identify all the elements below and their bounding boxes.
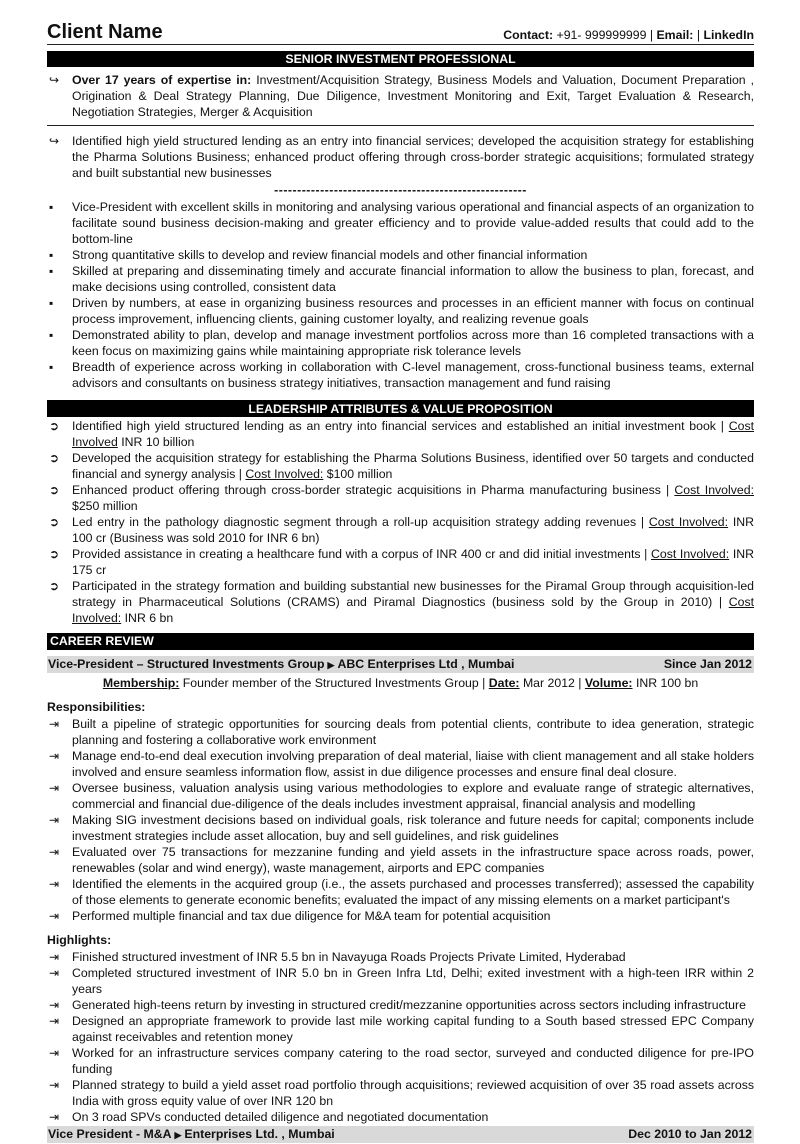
arrow-bar-icon: ⇥: [49, 813, 60, 827]
highlight-item: [47, 1109, 754, 1125]
responsibility-item-text: Identified the elements in the acquired group (i.e., the assets purchased and processes transferred); assessed the capability of those elements to generate economic benefits; evaluated the impact of any missing elements on a market participant's: [72, 877, 754, 907]
highlight-item: [47, 1077, 754, 1109]
responsibility-item: [47, 716, 754, 748]
responsibility-item-text: Evaluated over 75 transactions for mezzanine funding and yield assets in the infrastructure space across roads, power, renewables (solar and wind energy), waste management, airports and EPC companies: [72, 845, 754, 875]
responsibilities-heading: Responsibilities:: [47, 700, 146, 714]
leadership-heading: LEADERSHIP ATTRIBUTES & VALUE PROPOSITION: [47, 400, 754, 417]
arrow-bar-icon: ⇥: [49, 966, 60, 980]
expertise-lead: Over 17 years of expertise in:: [72, 73, 252, 87]
summary-point-text: Breadth of experience across working in collaboration with C-level management, cross-functional business teams, external advisors and consultants on business strategy initiatives, transaction management and fund raising: [72, 360, 754, 390]
expertise-text: Investment/Acquisition Strategy, Business Models and Valuation, Document Preparation , Origination & Deal Strategy Planning, Due Diligence, Investment Monitoring and Exit, Target Evaluation & Research, Negotiation Strategies, Merger & Acquisition: [72, 73, 755, 119]
summary-points: [47, 199, 754, 391]
summary-point: [47, 263, 754, 295]
highlight-item: [47, 1013, 754, 1045]
arrow-bar-icon: ⇥: [49, 1110, 60, 1124]
highlight-item-text: Designed an appropriate framework to provide last mile working capital funding to a South based stressed EPC Company against receivables and retention money: [72, 1014, 754, 1044]
circled-arrow-icon: ➲: [49, 579, 60, 593]
highlights-heading: Highlights:: [47, 933, 112, 947]
arrow-bar-icon: ⇥: [49, 877, 60, 891]
responsibility-item: [47, 908, 754, 924]
square-bullet-icon: ▪: [49, 296, 54, 310]
highlights-list: [47, 949, 754, 1125]
highlight-list: [47, 133, 754, 181]
arrow-bar-icon: ⇥: [49, 1014, 60, 1028]
summary-point: [47, 295, 754, 327]
email-label: Email:: [656, 28, 694, 42]
client-name: Client Name: [47, 21, 163, 43]
job2-company: Enterprises Ltd. , Mumbai: [184, 1127, 335, 1141]
cost-value: $250 million: [72, 499, 138, 513]
leadership-item-text: Participated in the strategy formation and building substantial new businesses for the Piramal Group through acquisition-led strategy in Pharmaceutical Solutions (CRAMS) and Piramal Diagnostics (business sold by the Group in 2010) |: [72, 579, 754, 609]
linkedin-link[interactable]: LinkedIn: [703, 28, 754, 42]
leadership-list: [47, 418, 754, 626]
membership-label: Membership:: [102, 676, 180, 690]
arrow-bar-icon: ⇥: [49, 1046, 60, 1060]
job1-title-bar: [47, 656, 754, 673]
career-heading: CAREER REVIEW: [47, 633, 754, 650]
cost-value: INR 6 bn: [124, 611, 174, 625]
circled-arrow-icon: ➲: [49, 515, 60, 529]
job1-role: Vice-President – Structured Investments Group: [48, 657, 325, 671]
highlight-text: Identified high yield structured lending as an entry into financial services; developed the acquisition strategy for establishing the Pharma Solutions Business; enhanced product offering through cross-border strategic acquisitions; formulated strategy and built substantial new businesses: [72, 134, 754, 180]
summary-point: [47, 327, 754, 359]
cost-value: INR 175 cr: [72, 547, 754, 577]
date-label: Date:: [488, 676, 520, 690]
expertise-list: [47, 72, 754, 120]
leadership-item-text: Provided assistance in creating a healthcare fund with a corpus of INR 400 cr and did initial investments |: [72, 547, 648, 561]
highlight-item-text: Generated high-teens return by investing in structured credit/mezzanine opportunities across sectors including infrastructure: [72, 998, 746, 1012]
leadership-item: [47, 450, 754, 482]
volume-value: INR 100 bn: [635, 676, 699, 690]
highlight-item-text: Completed structured investment of INR 5.0 bn in Green Infra Ltd, Delhi; exited investment with a high-teen IRR within 2 years: [72, 966, 754, 996]
square-bullet-icon: ▪: [49, 200, 54, 214]
job2-period: Dec 2010 to Jan 2012: [628, 1127, 752, 1141]
responsibility-item: [47, 748, 754, 780]
dashed-separator: -------------------------------------------------------: [274, 183, 527, 197]
job2-role: Vice President - M&A: [48, 1127, 172, 1141]
responsibility-item-text: Performed multiple financial and tax due diligence for M&A team for potential acquisition: [72, 909, 551, 923]
contact-separator: |: [649, 28, 654, 42]
job1-company: ABC Enterprises Ltd , Mumbai: [337, 657, 515, 671]
contact-separator: |: [696, 28, 701, 42]
summary-point-text: Driven by numbers, at ease in organizing business resources and processes in an efficient manner with focus on continual process improvement, influencing clients, gaining customer loyalty, and realizing revenue goals: [72, 296, 754, 326]
summary-rule: [47, 125, 754, 126]
resume-header: [47, 0, 754, 44]
membership-text: Founder member of the Structured Investments Group |: [182, 676, 486, 690]
leadership-item-text: Led entry in the pathology diagnostic segment through a roll-up acquisition strategy adding revenues |: [72, 515, 645, 529]
responsibilities-list: [47, 716, 754, 924]
circled-arrow-icon: ➲: [49, 547, 60, 561]
highlight-item: [47, 997, 754, 1013]
cost-label: Cost Involved:: [648, 515, 729, 529]
responsibility-item-text: Built a pipeline of strategic opportunities for sourcing deals from potential clients, contribute to idea generation, strategic planning and fostering a collaborative work environment: [72, 717, 754, 747]
cost-label: Cost Involved:: [674, 483, 754, 497]
arrow-bar-icon: ⇥: [49, 909, 60, 923]
leadership-item-text: Identified high yield structured lending as an entry into financial services and established an initial investment book |: [72, 419, 724, 433]
leadership-item-text: Enhanced product offering through cross-border strategic acquisitions in Pharma manufacturing business |: [72, 483, 670, 497]
responsibility-item: [47, 844, 754, 876]
highlight-item: [47, 1045, 754, 1077]
cost-label: Cost Involved:: [651, 547, 730, 561]
leadership-item: [47, 482, 754, 514]
highlight-item: [47, 965, 754, 997]
summary-heading: SENIOR INVESTMENT PROFESSIONAL: [47, 51, 754, 67]
responsibility-item: [47, 876, 754, 908]
highlight-item-text: Finished structured investment of INR 5.5 bn in Navayuga Roads Projects Private Limited, Hyderabad: [72, 950, 626, 964]
summary-point: [47, 247, 754, 263]
header-rule: [47, 44, 754, 45]
summary-point: [47, 199, 754, 247]
arrow-bar-icon: ⇥: [49, 998, 60, 1012]
arrow-bar-icon: ⇥: [49, 950, 60, 964]
contact-label: Contact:: [503, 28, 554, 42]
cost-value: INR 10 billion: [121, 435, 195, 449]
date-value: Mar 2012 |: [522, 676, 582, 690]
square-bullet-icon: ▪: [49, 328, 54, 342]
square-bullet-icon: ▪: [49, 264, 54, 278]
job1-membership: [47, 673, 754, 693]
responsibility-item-text: Manage end-to-end deal execution involving preparation of deal material, liaise with client management and all stake holders involved and ensure seamless information flow, assist in due diligence processes and ensure final deal closure.: [72, 749, 754, 779]
summary-point-text: Strong quantitative skills to develop and review financial models and other financial information: [72, 248, 588, 262]
contact-line: [503, 27, 754, 43]
arrow-bar-icon: ⇥: [49, 749, 60, 763]
responsibility-item-text: Oversee business, valuation analysis using various methodologies to explore and evaluate range of strategic alternatives, commercial and financial due-diligence of the deals includes investment appraisal, financial analysis and modelling: [72, 781, 754, 811]
hook-arrow-icon: ↪: [49, 134, 60, 148]
leadership-item: [47, 418, 754, 450]
summary-point-text: Skilled at preparing and disseminating timely and accurate financial information to allow the business to plan, forecast, and make decisions using controlled, consistent data: [72, 264, 754, 294]
arrow-bar-icon: ⇥: [49, 845, 60, 859]
highlight-item-text: On 3 road SPVs conducted detailed diligence and negotiated documentation: [72, 1110, 489, 1124]
expertise-item: [47, 72, 754, 120]
cost-label: Cost Involved: [72, 419, 755, 449]
leadership-item: [47, 514, 754, 546]
circled-arrow-icon: ➲: [49, 451, 60, 465]
arrow-bar-icon: ⇥: [49, 781, 60, 795]
summary-point: [47, 359, 754, 391]
job1-period: Since Jan 2012: [663, 657, 752, 671]
responsibility-item: [47, 812, 754, 844]
arrow-bar-icon: ⇥: [49, 717, 60, 731]
summary-point-text: Vice-President with excellent skills in monitoring and analysing various operational and financial aspects of an organization to facilitate sound business decision-making and greater efficiency and to provide value-added results that could add to the bottom-line: [72, 200, 754, 246]
leadership-item-text: Developed the acquisition strategy for establishing the Pharma Solutions Business, identified over 50 targets and conducted financial and synergy analysis |: [72, 451, 754, 481]
hook-arrow-icon: ↪: [49, 73, 60, 87]
volume-label: Volume:: [584, 676, 633, 690]
highlight-item: [47, 949, 754, 965]
cost-value: $100 million: [326, 467, 393, 481]
cost-label: Cost Involved:: [72, 595, 755, 625]
circled-arrow-icon: ➲: [49, 419, 60, 433]
responsibility-item-text: Making SIG investment decisions based on individual goals, risk tolerance and future needs for capital; components include investment strategies include asset allocation, buy and sell guidelines, and risk guidelines: [72, 813, 754, 843]
leadership-item: [47, 578, 754, 626]
resume-page: [47, 0, 754, 1143]
responsibility-item: [47, 780, 754, 812]
square-bullet-icon: ▪: [49, 248, 54, 262]
right-triangle-icon: ▶: [174, 1130, 182, 1140]
highlight-item: [47, 133, 754, 181]
right-triangle-icon: ▶: [327, 660, 335, 670]
circled-arrow-icon: ➲: [49, 483, 60, 497]
highlight-item-text: Planned strategy to build a yield asset road portfolio through acquisitions; reviewed acquisition of over 35 road assets across India with gross equity value of over INR 120 bn: [72, 1078, 754, 1108]
phone-number: +91- 999999999: [556, 28, 647, 42]
summary-point-text: Demonstrated ability to plan, develop and manage investment portfolios across more than 16 completed transactions with a keen focus on maximizing gains while maintaining appropriate risk tolerance levels: [72, 328, 754, 358]
cost-value: INR 100 cr (Business was sold 2010 for INR 6 bn): [72, 515, 754, 545]
cost-label: Cost Involved:: [245, 467, 324, 481]
leadership-item: [47, 546, 754, 578]
highlight-item-text: Worked for an infrastructure services company catering to the road sector, surveyed and conducted diligence for pre-IPO funding: [72, 1046, 754, 1076]
arrow-bar-icon: ⇥: [49, 1078, 60, 1092]
job2-title-bar: [47, 1126, 754, 1143]
square-bullet-icon: ▪: [49, 360, 54, 374]
